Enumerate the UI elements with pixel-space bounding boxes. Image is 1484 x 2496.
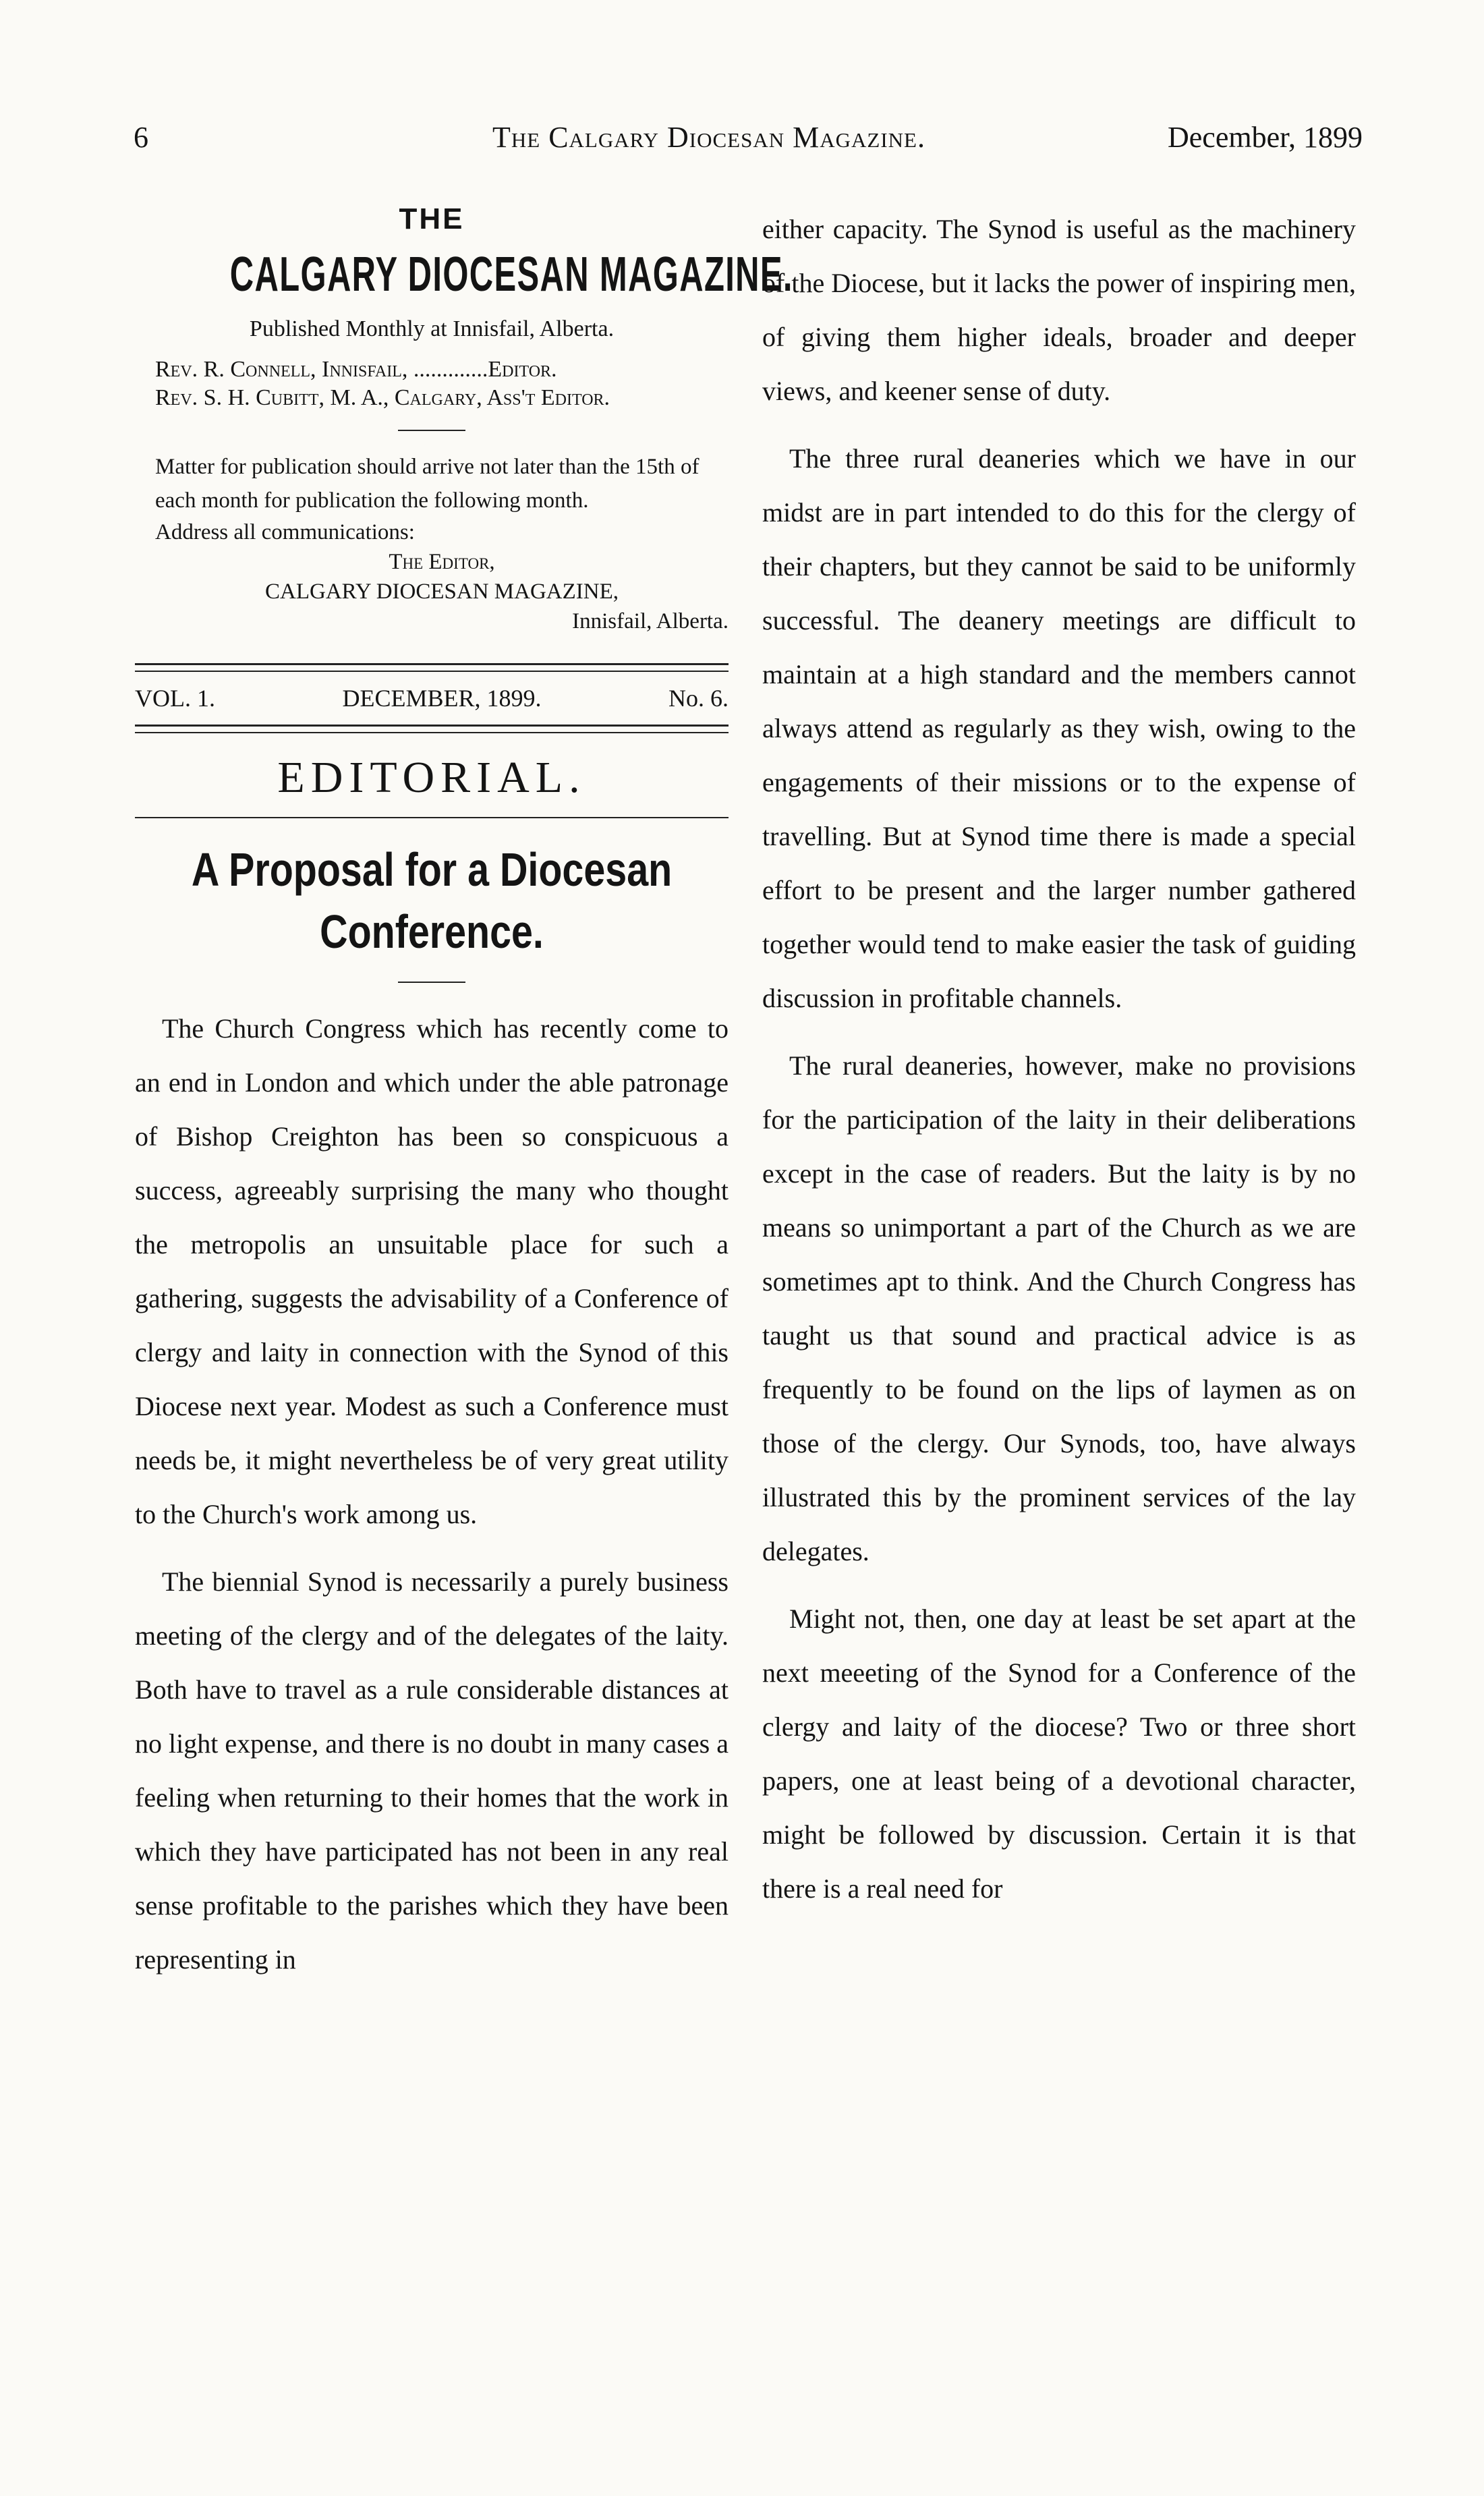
article-paragraph: The biennial Synod is necessarily a purely business meeting of the clergy and of the delegates of the laity. Both have to travel as a rule considerable distances at no light expense, and there is no doubt in many cases a feeling when returning to their homes that the work in which they have participated has not been in any real sense profitable to the parishes which they have been representing in	[135, 1566, 729, 1975]
volume-date: DECEMBER, 1899.	[342, 685, 542, 712]
running-title: The Calgary Diocesan Magazine.	[492, 121, 925, 154]
address-line-1: The Editor,	[389, 550, 495, 575]
volume-line	[135, 672, 729, 725]
page-number: 6	[134, 121, 148, 154]
issue-number: No. 6.	[668, 685, 729, 712]
left-column	[135, 202, 793, 1987]
title-divider	[398, 982, 465, 983]
masthead-the: THE	[399, 202, 465, 235]
address-line-3: Innisfail, Alberta.	[572, 609, 729, 634]
editor-line: Rev. R. Connell, Innisfail, .............Editor.	[155, 357, 557, 382]
article-title: A Proposal for a Diocesan Conference.	[191, 843, 673, 959]
masthead-published: Published Monthly at Innisfail, Alberta.	[249, 316, 615, 342]
volume-number: VOL. 1.	[135, 685, 215, 712]
article-paragraph: Might not, then, one day at least be set apart at the next meeeting of the Synod for a Conference of the clergy and laity of the diocese? Two or three short papers, one at least being of a devotional character, might be followed by discussion. Certain it is that there is a real need for	[762, 1604, 1356, 1904]
article-paragraph: The rural deaneries, however, make no provisions for the participation of the laity in their deliberations except in the case of readers. But the laity is by no means so unimportant a part of the Church as we are sometimes apt to think. And the Church Congress has taught us that sound and practical advice is as frequently to be found on the lips of laymen as on those of the clergy. Our Synods, too, have always illustrated this by the prominent services of the lay delegates.	[762, 1050, 1356, 1566]
section-rule	[135, 817, 729, 818]
running-head	[128, 120, 1363, 167]
right-column	[762, 202, 1356, 1916]
article-paragraph: The three rural deaneries which we have in our midst are in part intended to do this for the clergy of their chapters, but they cannot be said to be uniformly successful. The deanery meetings are difficult to maintain at a high standard and the members cannot always attend as regularly as they wish, owing to the engagements of their missions or to the expense of travelling. But at Synod time there is made a special effort to be present and the larger number gathered together would tend to make easier the task of guiding discussion in profitable channels.	[762, 443, 1356, 1013]
article-paragraph: The Church Congress which has recently come to an end in London and which under the able patronage of Bishop Creighton has been so conspicuous a success, agreeably surprising the many who thought the metropolis an unsuitable place for such a gathering, suggests the advisability of a Conference of clergy and laity in connection with the Synod of this Diocese next year. Modest as such a Conference must needs be, it might nevertheless be of very great utility to the Church's work among us.	[135, 1013, 729, 1530]
running-date: December, 1899	[1167, 121, 1363, 154]
address-line-2: CALGARY DIOCESAN MAGAZINE,	[264, 579, 619, 604]
masthead-divider	[398, 430, 465, 431]
article-paragraph: either capacity. The Synod is useful as the machinery of the Diocese, but it lacks the power of inspiring men, of giving them higher ideals, broader and deeper views, and keener sense of duty.	[762, 214, 1356, 406]
publication-notice: Matter for publication should arrive not later than the 15th of each month for publication the following month.	[155, 455, 700, 513]
address-block	[155, 517, 729, 636]
assistant-editor-line: Rev. S. H. Cubitt, M. A., Calgary, Ass't Editor.	[155, 385, 610, 411]
address-intro: Address all communications:	[155, 520, 415, 545]
volume-rule-bottom	[135, 725, 729, 733]
volume-rule-top	[135, 663, 729, 672]
section-heading: EDITORIAL.	[277, 753, 586, 803]
masthead-title: CALGARY DIOCESAN MAGAZINE.	[229, 248, 793, 302]
